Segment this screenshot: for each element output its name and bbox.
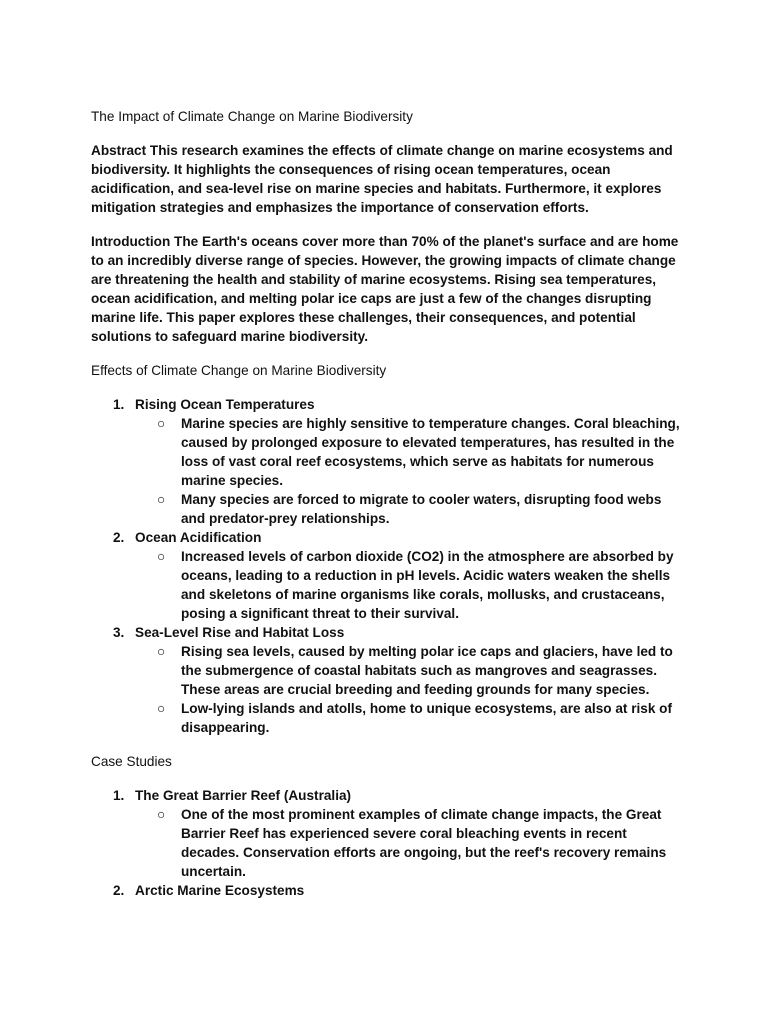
sub-list bbox=[135, 547, 688, 623]
hollow-circle-bullet-icon: ○ bbox=[157, 549, 166, 564]
list-item bbox=[91, 623, 688, 737]
list-item bbox=[91, 881, 688, 900]
sub-list-item bbox=[135, 414, 688, 490]
hollow-circle-bullet-icon: ○ bbox=[157, 492, 166, 507]
sub-list bbox=[135, 642, 688, 737]
sub-list-item-text: Many species are forced to migrate to cooler waters, disrupting food webs and predator-prey relationships. bbox=[181, 492, 662, 526]
list-item-title: Ocean Acidification bbox=[135, 530, 262, 545]
list-item-number: 3. bbox=[113, 625, 125, 640]
sub-list-item-text: Rising sea levels, caused by melting polar ice caps and glaciers, have led to the submergence of coastal habitats such as mangroves and seagrasses. These areas are crucial breeding and feeding grounds for many species. bbox=[181, 644, 673, 697]
list-item-number: 1. bbox=[113, 397, 125, 412]
hollow-circle-bullet-icon: ○ bbox=[157, 701, 166, 716]
case-studies-list bbox=[91, 786, 688, 900]
sub-list-item bbox=[135, 699, 688, 737]
sub-list-item bbox=[135, 805, 688, 881]
hollow-circle-bullet-icon: ○ bbox=[157, 644, 166, 659]
list-item-number: 1. bbox=[113, 788, 125, 803]
list-item-title: Sea-Level Rise and Habitat Loss bbox=[135, 625, 345, 640]
page-title: The Impact of Climate Change on Marine Biodiversity bbox=[91, 109, 413, 124]
effects-list bbox=[91, 395, 688, 737]
list-item-title: Arctic Marine Ecosystems bbox=[135, 883, 305, 898]
list-item-number: 2. bbox=[113, 883, 125, 898]
effects-heading: Effects of Climate Change on Marine Biodiversity bbox=[91, 363, 387, 378]
introduction-paragraph: Introduction The Earth's oceans cover more than 70% of the planet's surface and are home to an incredibly diverse range of species. However, the growing impacts of climate change are threatening the health and stability of marine ecosystems. Rising sea temperatures, ocean acidification, and melting polar ice caps are just a few of the changes disrupting marine life. This paper explores these challenges, their consequences, and potential solutions to safeguard marine biodiversity. bbox=[91, 234, 679, 344]
list-item bbox=[91, 528, 688, 623]
sub-list-item-text: One of the most prominent examples of climate change impacts, the Great Barrier Reef has experienced severe coral bleaching events in recent decades. Conservation efforts are ongoing, but the reef's recovery remains uncertain. bbox=[181, 807, 667, 879]
sub-list-item bbox=[135, 547, 688, 623]
list-item-title: Rising Ocean Temperatures bbox=[135, 397, 315, 412]
list-item-number: 2. bbox=[113, 530, 125, 545]
hollow-circle-bullet-icon: ○ bbox=[157, 807, 166, 822]
sub-list-item bbox=[135, 490, 688, 528]
abstract-paragraph: Abstract This research examines the effects of climate change on marine ecosystems and biodiversity. It highlights the consequences of rising ocean temperatures, ocean acidification, and sea-level rise on marine species and habitats. Furthermore, it explores mitigation strategies and emphasizes the importance of conservation efforts. bbox=[91, 143, 673, 215]
list-item bbox=[91, 395, 688, 528]
sub-list bbox=[135, 805, 688, 881]
sub-list-item bbox=[135, 642, 688, 699]
sub-list bbox=[135, 414, 688, 528]
sub-list-item-text: Increased levels of carbon dioxide (CO2) in the atmosphere are absorbed by oceans, leading to a reduction in pH levels. Acidic waters weaken the shells and skeletons of marine organisms like corals, mollusks, and crustaceans, posing a significant threat to their survival. bbox=[181, 549, 674, 621]
list-item-title: The Great Barrier Reef (Australia) bbox=[135, 788, 352, 803]
sub-list-item-text: Low-lying islands and atolls, home to unique ecosystems, are also at risk of disappearing. bbox=[181, 701, 673, 735]
sub-list-item-text: Marine species are highly sensitive to temperature changes. Coral bleaching, caused by prolonged exposure to elevated temperatures, has resulted in the loss of vast coral reef ecosystems, which serve as habitats for numerous marine species. bbox=[181, 416, 680, 488]
case-studies-heading: Case Studies bbox=[91, 754, 172, 769]
hollow-circle-bullet-icon: ○ bbox=[157, 416, 166, 431]
list-item bbox=[91, 786, 688, 881]
